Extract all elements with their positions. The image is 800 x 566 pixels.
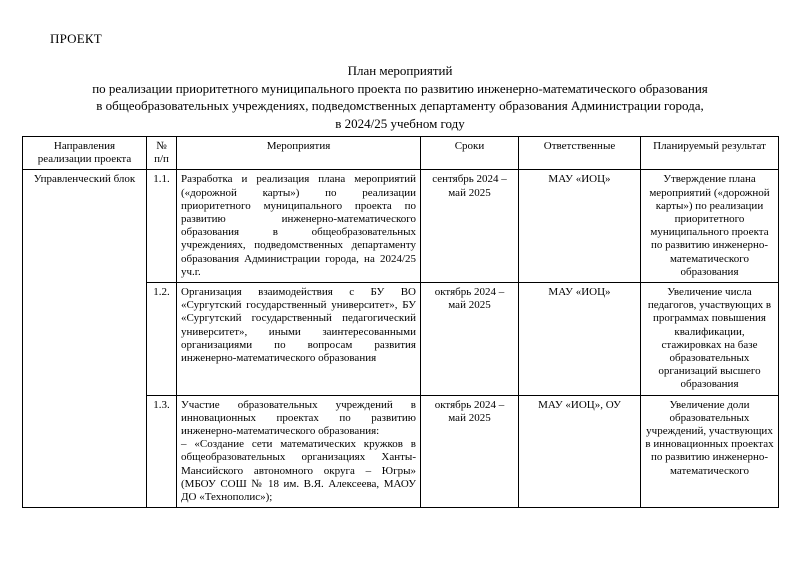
title-line-2: по реализации приоритетного муниципального проекта по развитию инженерно-математического образования — [92, 80, 708, 96]
cell-result: Увеличение числа педагогов, участвующих в программах повышения квалификации, стажировках на базе образовательных организаций высшего образования — [641, 283, 779, 396]
title-line-1: План мероприятий — [347, 63, 453, 78]
column-header-result: Планируемый результат — [641, 137, 779, 170]
cell-responsible: МАУ «ИОЦ» — [519, 170, 641, 283]
cell-responsible: МАУ «ИОЦ», ОУ — [519, 395, 641, 508]
cell-measure: Разработка и реализация плана мероприятий («дорожной карты») по реализации приоритетного муниципального проекта по развитию инженерно-математического образования в общеобразовательных учреждениях, подведомственных департаменту образования Администрации города, на 2024/25 уч.г. — [177, 170, 421, 283]
cell-number: 1.2. — [147, 283, 177, 396]
cell-measure: Организация взаимодействия с БУ ВО «Сургутский государственный университет», БУ «Сургутский государственный педагогический университет», иными заинтересованными организациями по вопросам развития инженерно-математического образования — [177, 283, 421, 396]
cell-measure: Участие образовательных учреждений в инновационных проектах по развитию инженерно-математического образования: – «Создание сети математических кружков в общеобразовательных организациях Ханты-Мансийского автономного округа – Югры» (МБОУ СОШ № 18 им. В.Я. Алексеева, МАОУ ДО «Технополис»); — [177, 395, 421, 508]
page-title — [22, 62, 778, 132]
table-row — [23, 170, 779, 283]
cell-number: 1.1. — [147, 170, 177, 283]
title-line-3: в общеобразовательных учреждениях, подведомственных департаменту образования Администрации города, — [96, 98, 704, 113]
draft-label: ПРОЕКТ — [50, 31, 102, 46]
plan-table — [22, 136, 779, 508]
column-header-direction: Направления реализации проекта — [23, 137, 147, 170]
column-header-measure: Мероприятия — [177, 137, 421, 170]
cell-result: Утверждение плана мероприятий («дорожной карты») по реализации приоритетного муниципального проекта по развитию инженерно-математического образования — [641, 170, 779, 283]
cell-term: сентябрь 2024 – май 2025 — [421, 170, 519, 283]
cell-result: Увеличение доли образовательных учреждений, участвующих в инновационных проектах по развитию инженерно-математического — [641, 395, 779, 508]
cell-term: октябрь 2024 – май 2025 — [421, 283, 519, 396]
table-header-row — [23, 137, 779, 170]
table-header — [23, 137, 779, 170]
column-header-responsible: Ответственные — [519, 137, 641, 170]
cell-direction-block: Управленческий блок — [23, 170, 147, 508]
cell-term: октябрь 2024 – май 2025 — [421, 395, 519, 508]
column-header-term: Сроки — [421, 137, 519, 170]
cell-responsible: МАУ «ИОЦ» — [519, 283, 641, 396]
column-header-number: № п/п — [147, 137, 177, 170]
cell-number: 1.3. — [147, 395, 177, 508]
title-line-4: в 2024/25 учебном году — [335, 115, 465, 131]
table-body — [23, 170, 779, 508]
